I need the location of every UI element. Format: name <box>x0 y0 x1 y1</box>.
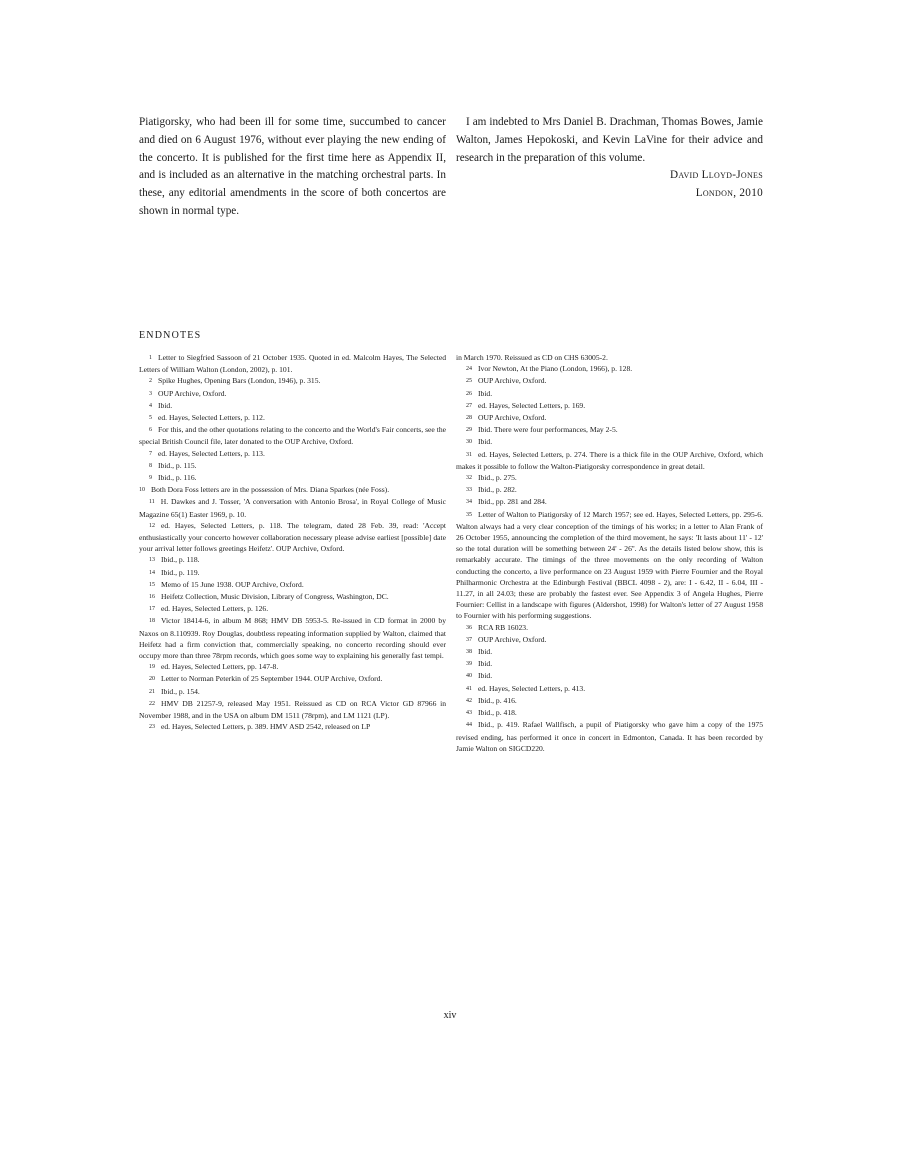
endnote-text: Spike Hughes, Opening Bars (London, 1946), p. 315. <box>158 376 321 386</box>
endnote-20 <box>139 673 446 685</box>
endnote-10 <box>139 484 446 496</box>
endnote-text: ed. Hayes, Selected Letters, p. 126. <box>161 604 269 614</box>
endnote-text: ed. Hayes, Selected Letters, p. 169. <box>478 400 586 410</box>
endnote-text: ed. Hayes, Selected Letters, p. 112. <box>158 413 265 423</box>
endnote-text: For this, and the other quotations relating to the concerto and the World's Fair concerts, see the special British Council file, later donated to the OUP Archive, Oxford. <box>139 425 446 447</box>
endnote-28 <box>456 412 763 424</box>
endnote-22 <box>139 698 446 721</box>
endnote-text: Ivor Newton, At the Piano (London, 1966), p. 128. <box>478 364 633 374</box>
endnote-number: 14 <box>149 569 155 576</box>
endnote-43 <box>456 707 763 719</box>
endnotes-left-column <box>139 352 446 734</box>
endnote-number: 10 <box>139 487 145 494</box>
endnote-number: 29 <box>466 427 472 434</box>
endnote-30 <box>456 436 763 448</box>
endnote-text: Ibid. There were four performances, May 2-5. <box>478 425 618 435</box>
endnote-13 <box>139 554 446 566</box>
page-number: xiv <box>443 1010 457 1021</box>
endnote-text: Ibid., p. 116. <box>158 473 197 483</box>
endnote-2 <box>139 375 446 387</box>
endnote-text: Ibid., p. 282. <box>478 485 517 495</box>
endnote-3 <box>139 388 446 400</box>
endnote-text: Ibid., p. 115. <box>158 460 197 470</box>
endnote-number: 16 <box>149 594 155 601</box>
endnote-number: 30 <box>466 439 472 446</box>
endnote-number: 22 <box>149 700 155 707</box>
endnote-text: OUP Archive, Oxford. <box>478 413 547 423</box>
endnote-text: OUP Archive, Oxford. <box>478 634 547 644</box>
endnote-number: 21 <box>149 688 155 695</box>
endnote-39 <box>456 658 763 670</box>
acknowledgements-paragraph: I am indebted to Mrs Daniel B. Drachman, Thomas Bowes, Jamie Walton, James Hepokoski, and Kevin LaVine for their advice and research in the preparation of this volume. <box>456 116 763 164</box>
endnote-text: Ibid., p. 119. <box>161 567 200 577</box>
endnote-42 <box>456 695 763 707</box>
endnote-number: 5 <box>149 415 152 422</box>
endnote-14 <box>139 567 446 579</box>
endnote-number: 11 <box>149 499 155 506</box>
endnote-24 <box>456 363 763 375</box>
endnote-number: 40 <box>466 673 472 680</box>
endnote-29 <box>456 424 763 436</box>
endnote-number: 7 <box>149 450 152 457</box>
endnote-number: 42 <box>466 697 472 704</box>
endnote-number: 20 <box>149 676 155 683</box>
endnote-35 <box>456 509 763 622</box>
endnote-text: Ibid., pp. 281 and 284. <box>478 497 547 507</box>
endnote-text: Ibid. <box>478 671 493 681</box>
endnote-number: 33 <box>466 487 472 494</box>
endnote-9 <box>139 472 446 484</box>
endnote-number: 36 <box>466 624 472 631</box>
endnote-text: Ibid., p. 154. <box>161 686 200 696</box>
endnote-text: HMV DB 21257-9, released May 1951. Reissued as CD on RCA Victor GD 87966 in November 1988, and in the USA on album DM 1511 (78rpm), and LM 1121 (LP). <box>139 698 446 721</box>
endnote-number: 38 <box>466 649 472 656</box>
endnote-text: Victor 18414-6, in album M 868; HMV DB 5953-5. Re-issued in CD format in 2000 by Naxos on 8.110939. Roy Douglas, doubtless repeating information supplied by Walton, claimed that Heifetz had a firm conviction that, commercially speaking, no concerto recording should ever occupy more than three 78rpm records, which goes some way to explaining his generally fast tempi. <box>139 616 446 661</box>
endnote-text: Ibid. <box>158 400 173 410</box>
endnote-number: 18 <box>149 618 155 625</box>
endnote-text: ed. Hayes, Selected Letters, p. 274. There is a thick file in the OUP Archive, Oxford, which makes it possible to follow the Walton-Piatigorsky correspondence in great detail. <box>456 449 763 471</box>
endnote-text: Letter to Norman Peterkin of 25 September 1944. OUP Archive, Oxford. <box>161 674 383 684</box>
intro-left-column <box>139 114 446 221</box>
endnote-text: Letter to Siegfried Sassoon of 21 October 1935. Quoted in ed. Malcolm Hayes, The Selected Letters of William Walton (London, 2002), p. 101. <box>139 353 446 375</box>
endnote-44 <box>456 719 763 754</box>
endnote-27 <box>456 400 763 412</box>
endnote-17 <box>139 603 446 615</box>
endnote-19 <box>139 661 446 673</box>
endnote-number: 2 <box>149 378 152 385</box>
endnotes-right-column <box>456 352 763 754</box>
endnote-number: 39 <box>466 661 472 668</box>
endnote-text: Memo of 15 June 1938. OUP Archive, Oxford. <box>161 579 304 589</box>
endnote-21 <box>139 686 446 698</box>
endnote-15 <box>139 579 446 591</box>
endnote-number: 35 <box>466 511 472 518</box>
endnote-4 <box>139 400 446 412</box>
endnote-text: RCA RB 16023. <box>478 622 529 632</box>
endnote-text: ed. Hayes, Selected Letters, p. 113. <box>158 448 265 458</box>
endnote-16 <box>139 591 446 603</box>
endnote-text: ed. Hayes, Selected Letters, p. 389. HMV ASD 2542, released on LP <box>161 722 371 732</box>
endnote-text: Both Dora Foss letters are in the possession of Mrs. Diana Sparkes (née Foss). <box>151 485 390 495</box>
endnote-36 <box>456 622 763 634</box>
endnote-12 <box>139 520 446 555</box>
endnote-text: OUP Archive, Oxford. <box>478 376 547 386</box>
endnote-text: ed. Hayes, Selected Letters, p. 413. <box>478 683 586 693</box>
endnote-number: 8 <box>149 462 152 469</box>
endnote-33 <box>456 484 763 496</box>
endnote-7 <box>139 448 446 460</box>
endnote-number: 43 <box>466 710 472 717</box>
endnote-text: Ibid., p. 118. <box>161 555 200 565</box>
endnote-text: Letter of Walton to Piatigorsky of 12 March 1957; see ed. Hayes, Selected Letters, pp. 295-6. Walton always had a very clear conception of the timings of his works; in a letter to Alan Frank of 26 October 1955, announcing the completion of the third movement, he says: 'It lasts about 11' - 12' so the total duration will be something between 24' - 26''. As the details listed below show, this is remarkably accurate. The timings of the three movements on the only recording of Walton conducting the concerto, a live performance on 23 August 1959 with Pierre Fournier and the Royal Philharmonic Orchestra at the Edinburgh Festival (BBCL 4098 - 2), are: I - 6.42, II - 6.04, III - 11.27, in all 24.03; these are probably the fastest ever. See Appendix 3 of Angela Hughes, Pierre Fournier: Cellist in a landscape with figures (Aldershot, 1998) for Walton's letter of 27 August 1958 to Fournier with his performing suggestions. <box>456 509 763 621</box>
endnote-number: 17 <box>149 606 155 613</box>
endnote-number: 12 <box>149 522 155 529</box>
endnote-18 <box>139 615 446 661</box>
signature-name: David Lloyd-Jones <box>670 169 763 182</box>
endnote-text: ed. Hayes, Selected Letters, p. 118. The telegram, dated 28 Feb. 39, read: 'Accept enthusiastically your concerto however collaboration necessary please advise earliest [possible] date your arrival letter follows greetings Heifetz'. OUP Archive, Oxford. <box>139 520 446 554</box>
endnote-number: 13 <box>149 557 155 564</box>
endnote-number: 37 <box>466 636 472 643</box>
endnote-40 <box>456 670 763 682</box>
endnote-number: 32 <box>466 475 472 482</box>
signature-place: London, 2010 <box>695 187 763 200</box>
endnote-number: 23 <box>149 724 155 731</box>
endnote-text: Ibid. <box>478 437 493 447</box>
endnote-number: 41 <box>466 685 472 692</box>
endnote-number: 34 <box>466 499 472 506</box>
endnote-text: Ibid., p. 416. <box>478 695 517 705</box>
endnote-number: 27 <box>466 402 472 409</box>
endnote-continuation: in March 1970. Reissued as CD on CHS 63005-2. <box>456 353 608 362</box>
intro-right-column <box>456 114 763 203</box>
endnote-11 <box>139 496 446 519</box>
endnote-number: 25 <box>466 378 472 385</box>
endnote-6 <box>139 424 446 447</box>
endnote-number: 4 <box>149 402 152 409</box>
endnote-text: OUP Archive, Oxford. <box>158 388 227 398</box>
endnote-1 <box>139 352 446 375</box>
endnotes-heading: ENDNOTES <box>139 330 202 341</box>
endnote-number: 24 <box>466 366 472 373</box>
endnote-text: ed. Hayes, Selected Letters, pp. 147-8. <box>161 662 279 672</box>
endnote-text: Heifetz Collection, Music Division, Library of Congress, Washington, DC. <box>161 592 389 602</box>
endnote-25 <box>456 375 763 387</box>
endnote-5 <box>139 412 446 424</box>
endnote-text: Ibid. <box>478 659 493 669</box>
endnote-41 <box>456 683 763 695</box>
endnote-number: 31 <box>466 451 472 458</box>
endnote-number: 44 <box>466 722 472 729</box>
endnote-number: 1 <box>149 355 152 361</box>
endnote-number: 15 <box>149 581 155 588</box>
endnote-text: Ibid., p. 418. <box>478 708 517 718</box>
endnote-34 <box>456 496 763 508</box>
endnote-text: Ibid. <box>478 647 493 657</box>
endnote-number: 6 <box>149 427 152 434</box>
endnote-38 <box>456 646 763 658</box>
endnote-26 <box>456 388 763 400</box>
endnote-text: Ibid., p. 419. Rafael Wallfisch, a pupil of Piatigorsky who gave him a copy of the 1975 revised ending, has performed it once in concert in Edmonton, Canada. It has been recorded by Jamie Walton on SIGCD220. <box>456 720 763 753</box>
endnote-number: 19 <box>149 664 155 671</box>
endnote-8 <box>139 460 446 472</box>
endnote-32 <box>456 472 763 484</box>
endnote-31 <box>456 449 763 472</box>
endnote-text: H. Dawkes and J. Tosser, 'A conversation with Antonio Brosa', in Royal College of Music Magazine 65(1) Easter 1969, p. 10. <box>139 497 446 519</box>
endnote-37 <box>456 634 763 646</box>
endnote-23 <box>139 721 446 733</box>
endnote-number: 9 <box>149 475 152 482</box>
endnote-number: 26 <box>466 390 472 397</box>
endnote-text: Ibid. <box>478 388 493 398</box>
endnote-text: Ibid., p. 275. <box>478 473 517 483</box>
intro-left-paragraph: Piatigorsky, who had been ill for some time, succumbed to cancer and died on 6 August 1976, without ever playing the new ending of the concerto. It is published for the first time here as Appendix II, and is included as an alternative in the matching orchestral parts. In these, any editorial amendments in the score of both concertos are shown in normal type. <box>139 116 446 217</box>
endnote-number: 3 <box>149 390 152 397</box>
endnote-number: 28 <box>466 415 472 422</box>
